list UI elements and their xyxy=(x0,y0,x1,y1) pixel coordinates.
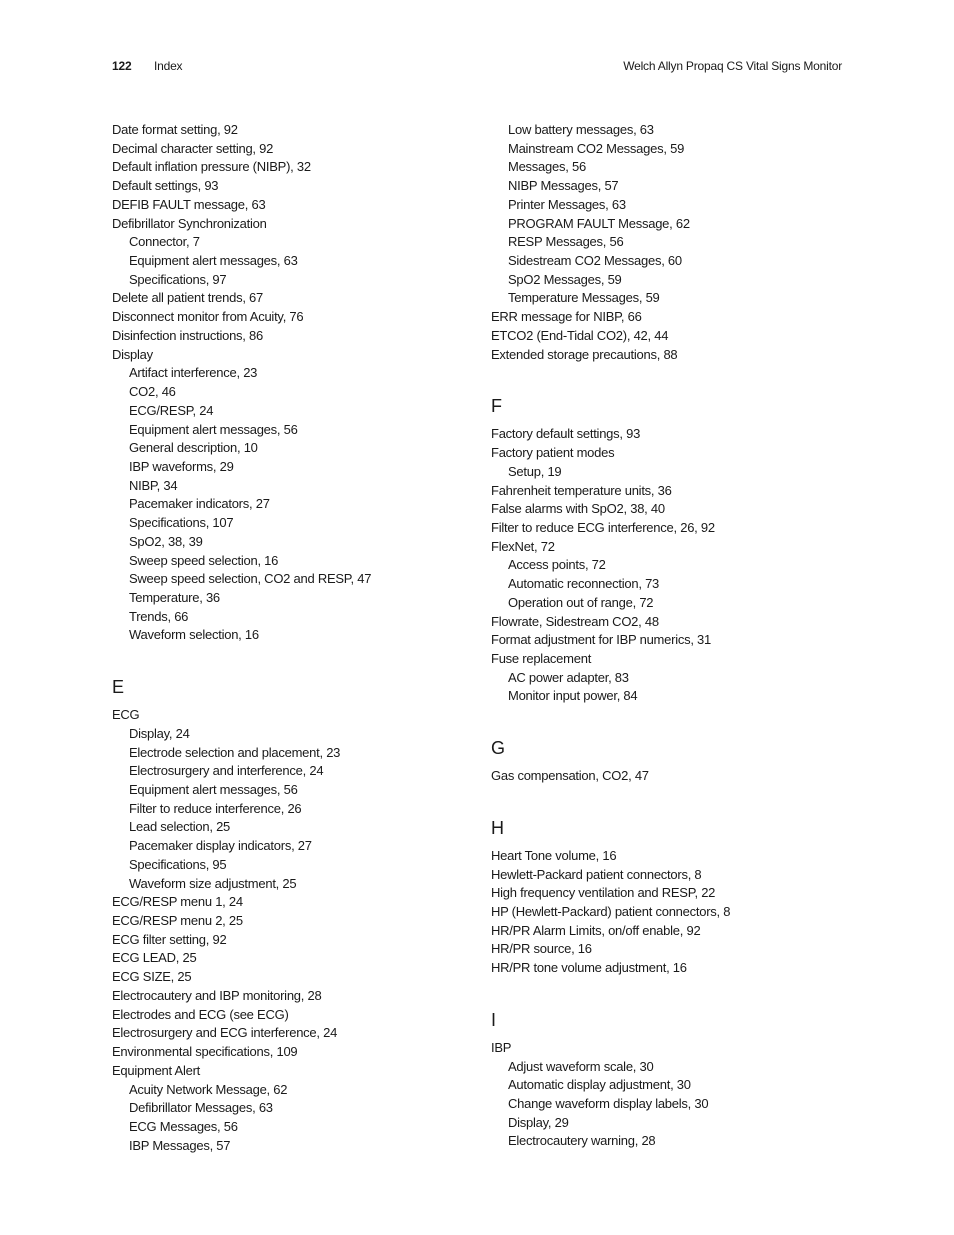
index-entry: HR/PR Alarm Limits, on/off enable, 92 xyxy=(491,922,701,938)
index-entry: High frequency ventilation and RESP, 22 xyxy=(491,885,716,901)
index-entry: Date format setting, 92 xyxy=(112,122,238,137)
index-subentry: NIBP, 34 xyxy=(129,477,178,493)
page-header xyxy=(112,59,842,77)
index-subentry: Pacemaker display indicators, 27 xyxy=(129,838,312,854)
index-subentry: Automatic reconnection, 73 xyxy=(508,576,660,592)
index-column-right xyxy=(491,121,851,1151)
index-entry: Extended storage precautions, 88 xyxy=(491,346,678,362)
index-subentry: General description, 10 xyxy=(129,440,258,456)
index-entry: Gas compensation, CO2, 47 xyxy=(491,768,649,784)
index-subentry: Filter to reduce interference, 26 xyxy=(129,800,302,816)
index-entry: ECG SIZE, 25 xyxy=(112,969,192,985)
index-subentry: Operation out of range, 72 xyxy=(508,594,654,610)
index-entry: Heart Tone volume, 16 xyxy=(491,847,617,863)
index-entry: ECG LEAD, 25 xyxy=(112,950,197,966)
index-entry: Environmental specifications, 109 xyxy=(112,1044,298,1060)
index-entry: ERR message for NIBP, 66 xyxy=(491,309,642,325)
index-entry: Display xyxy=(112,346,153,362)
index-letter-heading: H xyxy=(491,817,504,838)
section-name: Index xyxy=(154,59,183,73)
index-entry: Fuse replacement xyxy=(491,650,592,666)
index-entry: Defibrillator Synchronization xyxy=(112,215,267,231)
index-entry: Default inflation pressure (NIBP), 32 xyxy=(112,159,311,175)
index-entry: IBP xyxy=(491,1039,512,1055)
index-subentry: Mainstream CO2 Messages, 59 xyxy=(508,140,685,156)
index-subentry: Specifications, 107 xyxy=(129,515,234,531)
index-subentry: Display, 24 xyxy=(129,725,190,741)
index-letter-heading: E xyxy=(112,677,124,698)
index-entry: HP (Hewlett-Packard) patient connectors, 8 xyxy=(491,904,731,919)
page-number: 122 xyxy=(112,59,132,73)
index-subentry: Setup, 19 xyxy=(508,463,562,479)
index-subentry: Equipment alert messages, 56 xyxy=(129,421,298,437)
index-entry: Electrodes and ECG (see ECG) xyxy=(112,1006,289,1022)
index-subentry: Lead selection, 25 xyxy=(129,819,231,835)
index-subentry: Artifact interference, 23 xyxy=(129,365,258,381)
index-letter-heading: G xyxy=(491,738,505,759)
index-entry: Equipment Alert xyxy=(112,1062,201,1078)
index-subentry: Electrosurgery and interference, 24 xyxy=(129,763,324,779)
index-subentry: Connector, 7 xyxy=(129,234,200,250)
index-entry: Disconnect monitor from Acuity, 76 xyxy=(112,309,304,325)
index-entry: ECG/RESP menu 1, 24 xyxy=(112,894,243,910)
index-entry: Filter to reduce ECG interference, 26, 92 xyxy=(491,519,715,535)
index-subentry: Pacemaker indicators, 27 xyxy=(129,496,270,512)
index-subentry: SpO2 Messages, 59 xyxy=(508,271,622,287)
index-subentry: Monitor input power, 84 xyxy=(508,688,638,704)
index-entry: Hewlett-Packard patient connectors, 8 xyxy=(491,866,702,882)
index-subentry: Equipment alert messages, 63 xyxy=(129,253,298,269)
index-entry: ECG xyxy=(112,707,140,723)
index-entry: FlexNet, 72 xyxy=(491,538,555,554)
index-entry: Decimal character setting, 92 xyxy=(112,140,274,156)
index-entry: Electrocautery and IBP monitoring, 28 xyxy=(112,987,322,1003)
index-letter-heading: F xyxy=(491,396,502,417)
index-entry: Format adjustment for IBP numerics, 31 xyxy=(491,632,712,648)
index-entry: False alarms with SpO2, 38, 40 xyxy=(491,501,665,517)
index-entry: Disinfection instructions, 86 xyxy=(112,327,263,343)
index-subentry: ECG Messages, 56 xyxy=(129,1118,238,1134)
document-title: Welch Allyn Propaq CS Vital Signs Monitor xyxy=(623,59,842,73)
index-subentry: RESP Messages, 56 xyxy=(508,234,624,250)
index-subentry: Sweep speed selection, 16 xyxy=(129,552,279,568)
index-letter-heading: I xyxy=(491,1009,496,1030)
index-entry: Factory patient modes xyxy=(491,445,615,461)
index-entry: Default settings, 93 xyxy=(112,178,219,194)
index-subentry: Specifications, 95 xyxy=(129,856,227,872)
index-subentry: Printer Messages, 63 xyxy=(508,196,626,212)
index-subentry: Change waveform display labels, 30 xyxy=(508,1096,709,1112)
index-subentry: NIBP Messages, 57 xyxy=(508,178,619,194)
index-subentry: Defibrillator Messages, 63 xyxy=(129,1100,273,1116)
index-subentry: IBP waveforms, 29 xyxy=(129,458,234,474)
index-entry: Fahrenheit temperature units, 36 xyxy=(491,482,672,498)
index-subentry: Automatic display adjustment, 30 xyxy=(508,1077,691,1093)
index-entry: ECG/RESP menu 2, 25 xyxy=(112,913,243,929)
index-subentry: Trends, 66 xyxy=(129,608,189,624)
index-subentry: Equipment alert messages, 56 xyxy=(129,782,298,797)
index-entry: HR/PR source, 16 xyxy=(491,941,592,957)
index-subentry: Electrocautery warning, 28 xyxy=(508,1133,656,1149)
index-entry: ECG filter setting, 92 xyxy=(112,931,227,947)
index-entry: Electrosurgery and ECG interference, 24 xyxy=(112,1025,338,1041)
index-subentry: Temperature, 36 xyxy=(129,589,220,605)
index-entry: HR/PR tone volume adjustment, 16 xyxy=(491,960,687,976)
index-subentry: Sweep speed selection, CO2 and RESP, 47 xyxy=(129,571,372,587)
index-subentry: PROGRAM FAULT Message, 62 xyxy=(508,215,690,231)
index-entry: ETCO2 (End-Tidal CO2), 42, 44 xyxy=(491,327,669,343)
index-subentry: Temperature Messages, 59 xyxy=(508,290,660,306)
index-subentry: Specifications, 97 xyxy=(129,271,227,287)
index-subentry: Waveform size adjustment, 25 xyxy=(129,875,297,891)
index-subentry: Display, 29 xyxy=(508,1114,569,1130)
index-subentry: Acuity Network Message, 62 xyxy=(129,1081,288,1097)
index-subentry: ECG/RESP, 24 xyxy=(129,402,214,418)
index-subentry: IBP Messages, 57 xyxy=(129,1137,231,1153)
index-entry: Factory default settings, 93 xyxy=(491,426,641,442)
index-subentry: Sidestream CO2 Messages, 60 xyxy=(508,253,682,269)
index-subentry: Waveform selection, 16 xyxy=(129,627,259,643)
index-subentry: Adjust waveform scale, 30 xyxy=(508,1058,654,1074)
index-subentry: Low battery messages, 63 xyxy=(508,122,654,137)
index-entry: Flowrate, Sidestream CO2, 48 xyxy=(491,613,659,629)
index-subentry: AC power adapter, 83 xyxy=(508,669,629,685)
index-subentry: SpO2, 38, 39 xyxy=(129,533,203,549)
index-subentry: Access points, 72 xyxy=(508,557,606,573)
index-subentry: Messages, 56 xyxy=(508,159,586,175)
index-column-left xyxy=(112,121,472,1155)
index-subentry: CO2, 46 xyxy=(129,384,176,400)
index-subentry: Electrode selection and placement, 23 xyxy=(129,744,341,760)
index-entry: DEFIB FAULT message, 63 xyxy=(112,196,266,212)
index-entry: Delete all patient trends, 67 xyxy=(112,290,264,306)
